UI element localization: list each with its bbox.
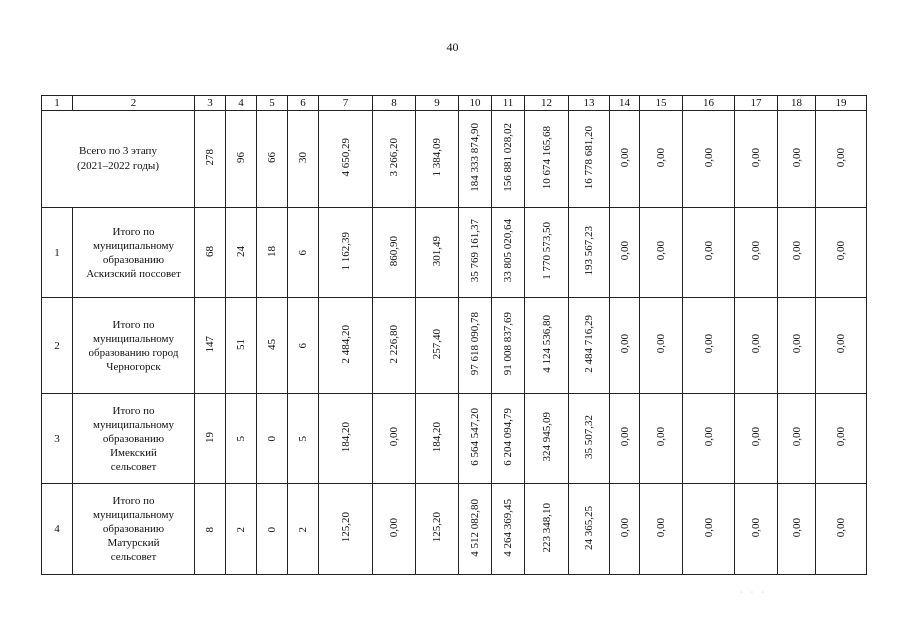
table-cell [816,394,867,484]
table-cell [525,208,569,298]
cell-value: 0,00 [750,517,762,538]
column-number-header: 4 [226,96,257,111]
table-cell [492,298,525,394]
cell-value: 91 008 837,69 [502,312,514,376]
cell-value: 0,00 [655,241,667,261]
cell-value: 4 124 536,80 [540,315,553,373]
cell-value: 0,00 [790,427,803,447]
table-cell [525,298,569,394]
cell-value: 0,00 [618,241,631,261]
table-cell [319,111,373,208]
table-cell [640,111,683,208]
table-cell [816,208,867,298]
table-cell [226,111,257,208]
cell-value: 5 [235,436,247,442]
cell-value: 66 [266,152,278,163]
cell-value: 45 [266,338,278,350]
cell-value: 2 [297,526,309,532]
table-cell [319,298,373,394]
column-number-header: 16 [683,96,735,111]
cell-value: 184,20 [431,421,443,453]
table-cell [569,484,610,575]
cell-value: 184 333 874,90 [469,123,481,192]
cell-value: 0,00 [790,147,803,168]
cell-value: 0 [266,436,278,442]
column-number-header: 9 [416,96,459,111]
cell-value: 0,00 [750,334,762,354]
municipality-name-line: муниципальному [92,509,175,521]
column-number-header: 19 [816,96,867,111]
cell-value: 0,00 [835,517,847,538]
municipality-name-line: муниципальному [92,239,175,252]
cell-value: 0,00 [750,427,762,447]
municipality-name-line: муниципальному [92,418,175,431]
cell-value: 30 [297,152,309,163]
cell-value: 0,00 [835,427,847,447]
table-cell [257,484,288,575]
cell-value: 324 945,09 [540,412,553,462]
cell-value: 24 365,25 [583,505,595,550]
table-cell [640,484,683,575]
table-cell [288,298,319,394]
table-cell [195,298,226,394]
municipality-name-line: образованию [102,523,165,535]
page-number: 40 [446,40,459,54]
cell-value: 0,00 [702,427,715,447]
table-cell [373,111,416,208]
cell-value: 0,00 [750,241,762,261]
table-cell [525,484,569,575]
scan-artifact: · · · [740,588,767,597]
column-number-header: 7 [319,96,373,111]
table-cell [319,394,373,484]
table-cell [816,111,867,208]
cell-value: 0,00 [835,334,847,354]
cell-value: 0,00 [702,334,715,354]
table-cell [610,208,640,298]
cell-value: 0,00 [655,147,667,168]
column-number-header: 13 [569,96,610,111]
total-label-line: (2021–2022 годы) [77,160,159,172]
column-number-header: 8 [373,96,416,111]
table-cell [459,484,492,575]
table-cell [373,394,416,484]
cell-value: 5 [297,436,309,442]
table-cell [735,394,778,484]
cell-value: 0 [266,526,278,532]
cell-value: 0,00 [388,427,400,447]
table-cell [257,208,288,298]
table-cell [683,111,735,208]
table-cell [195,394,226,484]
table-cell [226,394,257,484]
table-cell [288,111,319,208]
table-cell [735,111,778,208]
municipality-name [73,298,195,394]
cell-value: 2 484,20 [339,324,352,364]
municipality-name-line: Итого по [112,225,155,238]
municipality-name-line: образованию [102,432,165,445]
column-number-header: 11 [492,96,525,111]
cell-value: 0,00 [655,334,667,354]
table-row [42,298,867,394]
table-cell [492,208,525,298]
table-cell [778,298,816,394]
cell-value: 223 348,10 [540,502,553,553]
total-label-line: Всего по 3 этапу [79,145,157,157]
table-cell [416,298,459,394]
table-cell [778,208,816,298]
cell-value: 4 264 369,45 [502,498,514,557]
cell-value: 125,20 [431,512,443,543]
total-label [42,111,195,208]
column-number-header: 1 [42,96,73,111]
municipality-name-line: сельсовет [110,460,157,473]
row-number: 4 [42,484,73,575]
table-cell [640,208,683,298]
cell-value: 0,00 [388,517,400,538]
table-cell [610,394,640,484]
cell-value: 0,00 [618,334,631,354]
table-row [42,394,867,484]
municipality-name [73,208,195,298]
table-cell [640,394,683,484]
table-cell [683,208,735,298]
cell-value: 6 [297,343,309,349]
municipality-name-line: Итого по [112,318,155,331]
table-row [42,208,867,298]
table-cell [373,484,416,575]
cell-value: 35 769 161,37 [469,219,481,283]
cell-value: 96 [235,152,247,163]
column-number-header: 10 [459,96,492,111]
table-cell [735,484,778,575]
column-number-header: 3 [195,96,226,111]
data-table [41,95,867,575]
column-number-header: 15 [640,96,683,111]
table-cell [492,111,525,208]
table-cell [610,111,640,208]
cell-value: 4 512 082,80 [469,498,481,557]
municipality-name-line: Имекский [110,446,157,459]
table-cell [195,111,226,208]
cell-value: 1 162,39 [339,231,352,271]
column-number-header: 5 [257,96,288,111]
column-number-header: 18 [778,96,816,111]
cell-value: 257,40 [431,328,443,360]
cell-value: 147 [204,335,216,353]
cell-value: 18 [266,245,278,257]
cell-value: 4 650,29 [339,138,352,177]
table-cell [288,208,319,298]
row-number: 2 [42,298,73,394]
table-cell [257,394,288,484]
table-cell [195,484,226,575]
cell-value: 6 204 094,79 [502,408,514,466]
table-cell [735,208,778,298]
cell-value: 6 564 547,20 [469,408,481,466]
cell-value: 16 778 681,20 [583,125,595,190]
cell-value: 156 881 028,02 [502,123,514,192]
cell-value: 0,00 [702,517,715,538]
cell-value: 0,00 [790,241,803,261]
table-cell [226,208,257,298]
table-cell [569,111,610,208]
table-cell [195,208,226,298]
row-number: 3 [42,394,73,484]
column-number-header: 6 [288,96,319,111]
table-cell [816,484,867,575]
table-cell [416,394,459,484]
table-cell [226,298,257,394]
table-cell [373,298,416,394]
cell-value: 0,00 [702,241,715,261]
table-cell [459,394,492,484]
municipality-name-line: образованию [102,253,165,266]
row-number: 1 [42,208,73,298]
column-number-header: 2 [73,96,195,111]
table-cell [492,394,525,484]
table-cell [492,484,525,575]
table-cell [525,111,569,208]
cell-value: 68 [204,245,216,257]
municipality-name-line: муниципальному [92,332,175,345]
cell-value: 24 [235,245,247,257]
total-row [42,111,867,208]
cell-value: 0,00 [790,517,803,538]
table-cell [459,298,492,394]
table-cell [683,484,735,575]
table-cell [735,298,778,394]
table-cell [683,298,735,394]
cell-value: 0,00 [655,427,667,447]
table-cell [569,298,610,394]
municipality-name-line: Итого по [112,404,155,417]
cell-value: 0,00 [655,517,667,538]
column-number-header: 14 [610,96,640,111]
table-cell [257,111,288,208]
cell-value: 2 226,80 [388,324,400,364]
column-number-header: 17 [735,96,778,111]
table-cell [569,208,610,298]
municipality-name-line: сельсовет [110,551,157,563]
table-cell [288,394,319,484]
table-cell [288,484,319,575]
cell-value: 1 770 573,50 [540,222,553,280]
cell-value: 0,00 [790,334,803,354]
cell-value: 10 674 165,68 [540,125,553,190]
cell-value: 2 [235,526,247,532]
municipality-name-line: образованию город [88,346,179,359]
table-cell [610,298,640,394]
municipality-name [73,394,195,484]
cell-value: 278 [204,149,216,166]
cell-value: 0,00 [618,147,631,168]
table-cell [319,484,373,575]
table-cell [525,394,569,484]
municipality-name-line: Итого по [112,495,155,507]
column-number-header: 12 [525,96,569,111]
cell-value: 35 507,32 [583,415,595,459]
table-cell [778,394,816,484]
cell-value: 3 266,20 [388,138,400,177]
cell-value: 0,00 [618,427,631,447]
cell-value: 8 [204,526,216,532]
column-number-row [42,96,867,111]
municipality-name-line: Аскизский поссовет [86,267,181,280]
table-cell [416,111,459,208]
table-row [42,484,867,575]
table-cell [778,484,816,575]
cell-value: 33 805 020,64 [502,219,514,283]
cell-value: 6 [297,250,309,256]
municipality-name [73,484,195,575]
cell-value: 0,00 [702,147,715,168]
cell-value: 0,00 [750,147,762,168]
table-cell [459,208,492,298]
cell-value: 184,20 [339,421,352,453]
cell-value: 19 [204,431,216,443]
table-cell [610,484,640,575]
cell-value: 97 618 090,78 [469,312,481,376]
table-cell [778,111,816,208]
table-cell [416,208,459,298]
table-cell [226,484,257,575]
table-cell [569,394,610,484]
table-cell [459,111,492,208]
cell-value: 1 384,09 [431,138,443,177]
cell-value: 51 [235,338,247,350]
table-cell [416,484,459,575]
cell-value: 0,00 [835,147,847,168]
table-cell [640,298,683,394]
table-cell [257,298,288,394]
table-cell [816,298,867,394]
cell-value: 0,00 [618,517,631,538]
cell-value: 860,90 [388,235,400,267]
municipality-name-line: Черногорск [106,360,161,373]
table-cell [683,394,735,484]
table-cell [319,208,373,298]
cell-value: 2 484 716,29 [583,315,595,373]
cell-value: 125,20 [339,512,352,543]
cell-value: 0,00 [835,241,847,261]
table-cell [373,208,416,298]
municipality-name-line: Матурский [107,537,160,549]
cell-value: 193 567,23 [583,226,595,276]
cell-value: 301,49 [431,235,443,267]
